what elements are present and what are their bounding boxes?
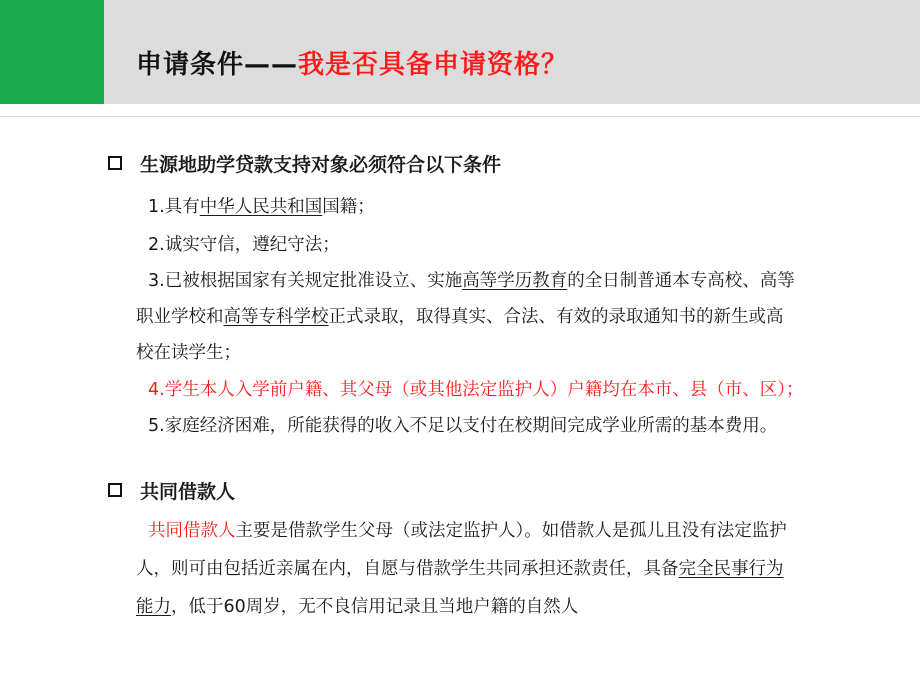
condition-item-1: [148, 193, 375, 218]
slide-title: [136, 44, 568, 81]
item3-line2-suffix: 正式录取，取得真实、合法、有效的录取通知书的新生或高: [328, 307, 784, 327]
item3-line2-prefix: 职业学校和: [136, 307, 224, 327]
condition-item-5: 5.家庭经济困难，所能获得的收入不足以支付在校期间完成学业所需的基本费用。: [148, 416, 778, 436]
co-borrower-paragraph-line-1: [148, 517, 787, 542]
section-heading-co-borrower: [108, 477, 235, 504]
condition-item-4: 4.学生本人入学前户籍、其父母（或其他法定监护人）户籍均在本市、县（市、区）；: [148, 380, 804, 400]
title-accent: 我是否具备申请资格？: [298, 50, 569, 80]
condition-item-3-line-2: [136, 303, 784, 328]
condition-item-2: 2.诚实守信，遵纪守法；: [148, 235, 340, 255]
condition-item-3-line-1: [148, 267, 795, 292]
co-borrower-line3-text: ，低于60周岁，无不良信用记录且当地户籍的自然人: [171, 597, 579, 617]
section2-heading-text: 共同借款人: [140, 481, 236, 503]
item3-underlined-2: 高等专科学校: [223, 307, 329, 327]
co-borrower-term: 共同借款人: [148, 521, 236, 541]
condition-item-3-line-3: 校在读学生；: [136, 343, 241, 363]
item3-underlined-1: 高等学历教育: [462, 271, 568, 291]
co-borrower-paragraph-line-2: [136, 555, 784, 580]
section-heading-eligibility: [108, 150, 501, 177]
co-borrower-underlined-2: 能力: [136, 597, 171, 617]
section1-heading-text: 生源地助学贷款支持对象必须符合以下条件: [140, 154, 502, 176]
slide-header: [0, 0, 920, 104]
co-borrower-line2-text: 人，则可由包括近亲属在内，自愿与借款学生共同承担还款责任，具备: [136, 559, 679, 579]
co-borrower-underlined-1: 完全民事行为: [678, 559, 784, 579]
co-borrower-line1-text: 主要是借款学生父母（或法定监护人）。如借款人是孤儿且没有法定监护: [235, 521, 787, 541]
item1-prefix: 1.具有: [148, 197, 200, 217]
item1-suffix: 国籍；: [322, 197, 375, 217]
item3-line1-prefix: 3.已被根据国家有关规定批准设立、实施: [148, 271, 463, 291]
co-borrower-paragraph-line-3: [136, 593, 578, 618]
checkbox-bullet-icon: [108, 156, 122, 170]
header-accent-block: [0, 0, 104, 104]
item1-underlined: 中华人民共和国: [199, 197, 323, 217]
header-divider: [0, 116, 920, 117]
checkbox-bullet-icon: [108, 483, 122, 497]
title-main: 申请条件——: [136, 50, 299, 80]
item3-line1-suffix: 的全日制普通本专高校、高等: [567, 271, 795, 291]
